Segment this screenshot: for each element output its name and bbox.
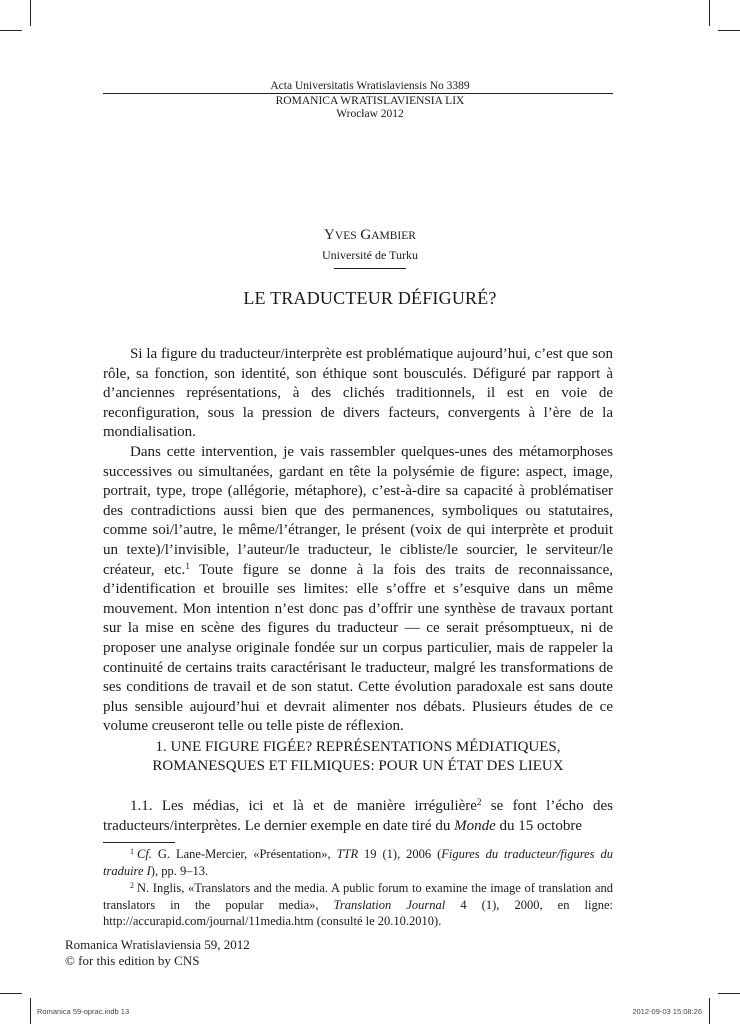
author-rule: [334, 268, 406, 269]
footnote-ref-1[interactable]: 1: [185, 560, 190, 571]
author-affiliation: Université de Turku: [322, 248, 418, 262]
intro-text: [103, 345, 613, 737]
author-first-rest: VES: [334, 230, 357, 242]
footnote-1-issue-title: Figures du traducteur/figures du traduire I: [103, 847, 613, 878]
header-place-year: Wrocław 2012: [336, 108, 404, 120]
footnote-1-text-a: G. Lane-Mercier, «Présentation»,: [151, 847, 337, 861]
author-block: [0, 226, 740, 269]
footnote-2-text-a: N. Inglis, «Translators and the media. A public forum to examine the image of translation and translators in the popular media»,: [103, 881, 613, 912]
slug-file: Romanica 59-oprac.indb 13: [37, 1007, 130, 1016]
section-text: [103, 797, 613, 836]
article-title: LE TRADUCTEUR DÉFIGURÉ?: [243, 288, 497, 308]
footnote-2: [103, 880, 613, 930]
section-heading-line-2: ROMANESQUES ET FILMIQUES: POUR UN ÉTAT DES LIEUX: [152, 758, 564, 774]
footnote-2-number: 2: [130, 881, 134, 890]
newspaper-name: Monde: [454, 817, 496, 834]
section-heading-line-1: 1. UNE FIGURE FIGÉE? REPRÉSENTATIONS MÉDIATIQUES,: [155, 739, 561, 755]
crop-mark: [30, 998, 31, 1024]
header-rule: [103, 93, 613, 94]
intro-paragraph-2-part-a: Dans cette intervention, je vais rassembler quelques-unes des métamorphoses successives ou simultanées, gardant en tête la polysémie de figure: aspect, image, portrait, type, trope (allégorie, métaphore), c’est-à-dire sa capacité à problématiser des contradictions aussi bien que des permanences, symboliques ou statutaires, comme soi/l’autre, le même/l’étranger, le présent (voix de qui interprète et produit un texte)/l’invisible, l’auteur/le traducteur, le cibliste/le sourcier, le serviteur/le créateur, etc.: [103, 443, 613, 578]
crop-mark: [709, 0, 710, 26]
intro-paragraph-2-part-b: Toute figure se donne à la fois des traits de reconnaissance, d’identification et brouille ses limites: elle s’offre et s’esquive dans un même mouvement. Mon intention n’est donc pas d’offrir une synthèse de travaux portant sur la mise en scène des figures du traducteur — ce serait présomptueux, ni de proposer une analyse originale fondée sur un corpus particulier, mais de rappeler la continuité de certains traits caractérisant le traducteur, malgré les transformations de ses conditions de travail et de son statut. Cette évolution paradoxale est sans doute plus sensible aujourd’hui et devrait alimenter nos débats. Plusieurs études de ce volume creuseront telle ou telle piste de réflexion.: [103, 561, 614, 735]
footnote-1-journal: TTR: [336, 847, 359, 861]
header-journal: ROMANICA WRATISLAVIENSIA LIX: [275, 95, 465, 107]
footnote-ref-2[interactable]: 2: [476, 797, 482, 807]
section-heading: [103, 738, 613, 776]
footnote-2-journal: Translation Journal: [333, 897, 446, 912]
section-paragraph-1: [103, 797, 613, 836]
footnote-2-text-b: 4 (1), 2000, en ligne: http://accurapid.com/journal/11media.htm (consulté le 20.10.2010).: [103, 897, 614, 928]
footnote-rule: [103, 842, 175, 843]
footer-journal: Romanica Wratislaviensia 59, 2012: [65, 937, 250, 952]
footnote-1-cf: Cf.: [137, 847, 152, 861]
crop-mark: [718, 993, 740, 994]
crop-mark: [718, 30, 740, 31]
slug-timestamp: 2012-09-03 15:08:26: [632, 1007, 702, 1016]
author-first-initial: Y: [324, 227, 335, 243]
intro-paragraph-1: Si la figure du traducteur/interprète est problématique aujourd’hui, c’est que son rôle, sa fonction, son identité, son éthique sont bousculés. Défiguré par rapport à d’anciennes représentations, à des clichés traditionnels, il est en voie de reconfiguration, sous la pression de divers facteurs, convergents à l’ère de la mondialisation.: [103, 346, 613, 441]
footer-copyright: © for this edition by CNS: [65, 953, 200, 968]
crop-mark: [0, 30, 22, 31]
section-paragraph-part-a: 1.1. Les médias, ici et là et de manière irrégulière: [130, 798, 477, 814]
footnote-1-text-c: ), pp. 9–13.: [150, 863, 209, 878]
section-paragraph-part-b: se font l’écho des traducteurs/interprètes. Le dernier exemple en date tiré du: [103, 798, 613, 834]
journal-header: [0, 80, 740, 121]
crop-mark: [709, 998, 710, 1024]
footnote-1: [103, 846, 613, 879]
footnote-1-text-b: 19 (1), 2006 (: [358, 847, 442, 861]
author-last-rest: AMBIER: [371, 230, 416, 242]
copyright-footer: [65, 937, 250, 969]
intro-paragraph-2: [103, 443, 613, 737]
footnotes: [103, 846, 613, 931]
author-last-initial: G: [360, 227, 372, 243]
section-paragraph-part-c: du 15 octobre: [495, 817, 582, 834]
footnote-1-number: 1: [130, 847, 134, 856]
crop-mark: [30, 0, 31, 26]
header-series: Acta Universitatis Wratislaviensis No 3389: [270, 80, 470, 92]
author-name: [0, 226, 740, 245]
crop-mark: [0, 993, 22, 994]
